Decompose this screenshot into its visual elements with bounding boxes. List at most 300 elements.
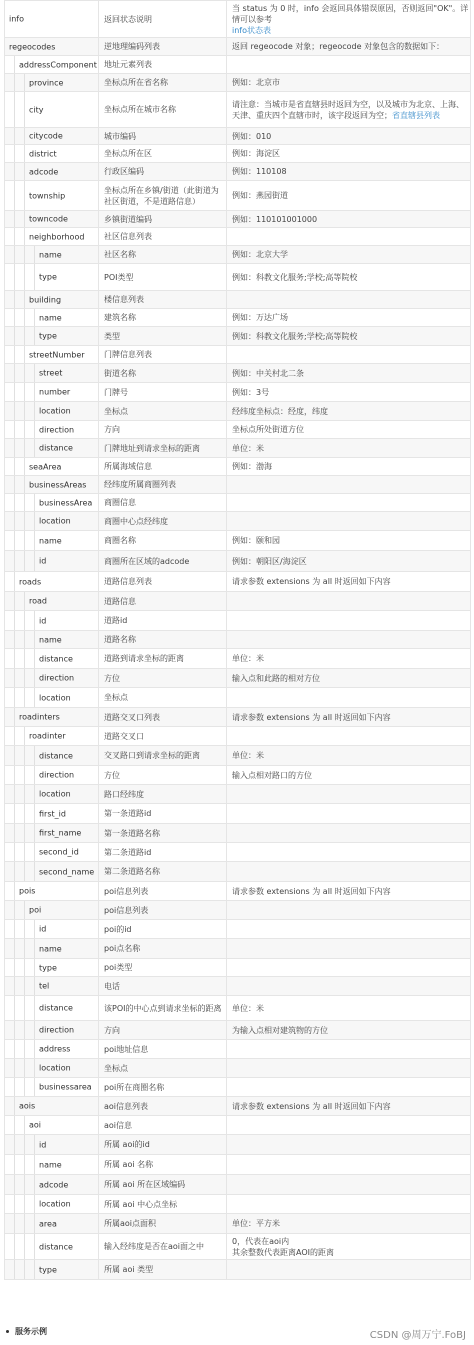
indent-guide	[34, 531, 35, 550]
indent-guide	[14, 1040, 15, 1058]
indent-guide	[14, 128, 15, 144]
indent-guide	[24, 531, 25, 550]
field-description: 所属 aoi的id	[99, 1135, 227, 1155]
field-description: 坐标点所在乡镇/街道（此街道为社区街道，不是道路信息）	[99, 181, 227, 211]
field-name-cell	[5, 494, 99, 512]
field-name: location	[39, 789, 71, 799]
indent-guide	[14, 1078, 15, 1096]
indent-guide	[24, 1116, 25, 1134]
field-name: roads	[19, 577, 42, 586]
field-name: pois	[19, 886, 36, 896]
field-name-cell	[5, 512, 99, 531]
reference-link[interactable]: info状态表	[232, 25, 272, 35]
field-note: 单位：米	[232, 443, 264, 453]
indent-guide	[14, 1155, 15, 1174]
table-row	[5, 439, 471, 458]
field-name: adcode	[29, 167, 59, 176]
indent-guide	[14, 246, 15, 263]
field-description: 商圈中心点经纬度	[99, 512, 227, 531]
indent-guide	[14, 977, 15, 995]
field-description: 第一条道路名称	[99, 824, 227, 843]
field-name-cell	[5, 264, 99, 291]
indent-guide	[24, 402, 25, 420]
indent-guide	[24, 959, 25, 976]
indent-guide	[24, 1214, 25, 1233]
indent-guide	[24, 228, 25, 245]
indent-guide	[24, 939, 25, 958]
table-row	[5, 421, 471, 439]
indent-guide	[14, 421, 15, 438]
table-row	[5, 246, 471, 264]
field-name-cell	[5, 688, 99, 708]
table-row	[5, 38, 471, 56]
field-name: businessarea	[39, 1082, 92, 1092]
field-description: 所属aoi点面积	[99, 1214, 227, 1234]
field-note-cell	[227, 862, 471, 882]
table-row	[5, 1021, 471, 1040]
table-row	[5, 494, 471, 512]
indent-guide	[24, 843, 25, 861]
indent-guide	[34, 688, 35, 707]
field-name: distance	[39, 443, 73, 453]
indent-guide	[34, 551, 35, 571]
field-description: 道路名称	[99, 631, 227, 649]
field-name-cell	[5, 939, 99, 959]
field-name: address	[39, 1044, 71, 1054]
field-description: POI类型	[99, 264, 227, 291]
indent-guide	[24, 592, 25, 610]
field-note-cell	[227, 476, 471, 494]
field-name-cell	[5, 38, 99, 56]
table-row	[5, 708, 471, 727]
field-name-cell	[5, 669, 99, 688]
field-note-cell	[227, 688, 471, 708]
indent-guide	[34, 824, 35, 842]
field-description: 商圈信息	[99, 494, 227, 512]
field-name: location	[39, 406, 71, 416]
field-note-cell	[227, 512, 471, 531]
indent-guide	[34, 1234, 35, 1259]
field-note-cell	[227, 327, 471, 346]
indent-guide	[24, 211, 25, 227]
field-description: 社区信息列表	[99, 228, 227, 246]
field-note-cell	[227, 128, 471, 145]
field-name-cell	[5, 128, 99, 145]
table-row	[5, 402, 471, 421]
indent-guide	[14, 882, 15, 900]
table-row	[5, 1040, 471, 1059]
field-note-cell	[227, 74, 471, 92]
indent-guide	[24, 421, 25, 438]
field-description: 乡镇街道编码	[99, 211, 227, 228]
field-note: 单位：米	[232, 654, 264, 663]
indent-guide	[24, 181, 25, 210]
indent-guide	[14, 688, 15, 707]
field-description: 商圈名称	[99, 531, 227, 551]
field-name-cell	[5, 476, 99, 494]
table-row	[5, 939, 471, 959]
field-name: direction	[39, 673, 75, 683]
field-name-cell	[5, 145, 99, 163]
field-name: location	[39, 693, 71, 702]
indent-guide	[24, 291, 25, 308]
table-row	[5, 901, 471, 920]
indent-guide	[24, 458, 25, 475]
field-description: poi类型	[99, 959, 227, 977]
indent-guide	[24, 163, 25, 180]
field-name-cell	[5, 611, 99, 631]
field-note-cell	[227, 211, 471, 228]
field-description: 道路信息列表	[99, 572, 227, 592]
table-row	[5, 476, 471, 494]
field-description: 城市编码	[99, 128, 227, 145]
field-description: 类型	[99, 327, 227, 346]
table-row	[5, 551, 471, 572]
indent-guide	[24, 1260, 25, 1279]
indent-guide	[24, 1059, 25, 1077]
indent-guide	[14, 383, 15, 401]
indent-guide	[34, 920, 35, 938]
field-description: 逆地理编码列表	[99, 38, 227, 56]
indent-guide	[34, 996, 35, 1020]
field-note: 例如：北京市	[232, 78, 280, 87]
table-row	[5, 766, 471, 785]
indent-guide	[24, 494, 25, 511]
table-row	[5, 727, 471, 746]
field-note: 请求参数 extensions 为 all 时返回如下内容	[232, 886, 391, 896]
table-row	[5, 211, 471, 228]
indent-guide	[24, 1195, 25, 1213]
indent-guide	[24, 364, 25, 382]
field-name: distance	[39, 1242, 73, 1251]
field-note-cell	[227, 1214, 471, 1234]
field-name-cell	[5, 383, 99, 402]
field-name-cell	[5, 727, 99, 746]
field-note-cell	[227, 901, 471, 920]
indent-guide	[34, 1059, 35, 1077]
indent-guide	[34, 246, 35, 263]
field-name: street	[39, 368, 63, 378]
field-name: aois	[19, 1101, 36, 1111]
field-name: name	[39, 536, 62, 545]
field-note-cell	[227, 746, 471, 766]
field-name: city	[29, 105, 44, 114]
field-name: distance	[39, 751, 73, 760]
field-note-cell	[227, 92, 471, 128]
indent-guide	[14, 494, 15, 511]
table-row	[5, 746, 471, 766]
field-note: 当 status 为 0 时，info 会返回具体错误原因，否则返回"OK"。详情可以参考	[232, 3, 469, 24]
indent-guide	[14, 439, 15, 457]
section-title-text: 服务示例	[15, 1327, 47, 1336]
field-name-cell	[5, 531, 99, 551]
field-note-cell	[227, 1078, 471, 1097]
table-row	[5, 1097, 471, 1116]
table-row	[5, 1059, 471, 1078]
indent-guide	[34, 785, 35, 803]
indent-guide	[24, 688, 25, 707]
field-note-cell	[227, 163, 471, 181]
indent-guide	[14, 145, 15, 162]
field-name-cell	[5, 458, 99, 476]
indent-guide	[14, 996, 15, 1020]
field-note-cell	[227, 1260, 471, 1280]
field-description: poi信息列表	[99, 901, 227, 920]
table-row	[5, 572, 471, 592]
indent-guide	[14, 402, 15, 420]
field-name: type	[39, 963, 57, 972]
field-note: 例如：中关村北二条	[232, 368, 304, 378]
field-description: 方位	[99, 766, 227, 785]
table-row	[5, 163, 471, 181]
field-note-cell	[227, 38, 471, 56]
indent-guide	[34, 843, 35, 861]
field-note-cell	[227, 785, 471, 804]
indent-guide	[24, 1135, 25, 1154]
indent-guide	[14, 804, 15, 823]
indent-guide	[24, 1234, 25, 1259]
field-name: aoi	[29, 1120, 42, 1130]
field-name: poi	[29, 905, 42, 915]
field-description: 所属 aoi 类型	[99, 1260, 227, 1280]
reference-link[interactable]: 省直辖县列表	[392, 110, 440, 120]
indent-guide	[34, 1021, 35, 1039]
indent-guide	[34, 669, 35, 687]
field-name: second_name	[39, 867, 95, 876]
field-note: 经纬度坐标点：经度，纬度	[232, 406, 328, 416]
field-note-cell	[227, 1021, 471, 1040]
field-note: 例如：科教文化服务;学校;高等院校	[232, 272, 358, 282]
field-name-cell	[5, 1078, 99, 1097]
indent-guide	[14, 309, 15, 326]
field-description: 路口经纬度	[99, 785, 227, 804]
indent-guide	[24, 264, 25, 290]
field-note: 例如：万达广场	[232, 313, 288, 322]
field-note-cell	[227, 1155, 471, 1175]
table-row	[5, 1214, 471, 1234]
indent-guide	[34, 862, 35, 881]
field-name: location	[39, 516, 71, 526]
field-name-cell	[5, 862, 99, 882]
indent-guide	[24, 746, 25, 765]
field-note-cell	[227, 611, 471, 631]
table-row	[5, 1116, 471, 1135]
indent-guide	[34, 383, 35, 401]
field-note-cell	[227, 1116, 471, 1135]
field-description: 楼信息列表	[99, 291, 227, 309]
table-row	[5, 1234, 471, 1260]
field-note: 例如：颐和园	[232, 536, 280, 545]
field-name-cell	[5, 959, 99, 977]
field-name: type	[39, 272, 57, 282]
field-name-cell	[5, 92, 99, 128]
field-name: roadinters	[19, 712, 60, 722]
indent-guide	[24, 824, 25, 842]
field-description: 所属 aoi 中心点坐标	[99, 1195, 227, 1214]
field-note-cell	[227, 402, 471, 421]
table-row	[5, 92, 471, 128]
field-name: regeocodes	[9, 42, 56, 51]
field-note-cell	[227, 882, 471, 901]
field-note-cell	[227, 843, 471, 862]
field-name-cell	[5, 421, 99, 439]
field-note-cell	[227, 439, 471, 458]
table-row	[5, 1260, 471, 1280]
field-name: name	[39, 1160, 62, 1169]
field-description: 第二条道路id	[99, 843, 227, 862]
indent-guide	[24, 996, 25, 1020]
table-row	[5, 1195, 471, 1214]
field-note: 输入点相对路口的方位	[232, 770, 312, 780]
field-name-cell	[5, 551, 99, 572]
field-name: roadinter	[29, 731, 66, 741]
field-note: 单位：米	[232, 1003, 264, 1013]
field-name: name	[39, 944, 62, 953]
field-note-cell	[227, 804, 471, 824]
field-name-cell	[5, 309, 99, 327]
field-name-cell	[5, 708, 99, 727]
indent-guide	[24, 128, 25, 144]
indent-guide	[24, 327, 25, 345]
field-name-cell	[5, 882, 99, 901]
field-description: 方向	[99, 1021, 227, 1040]
indent-guide	[14, 746, 15, 765]
field-name-cell	[5, 56, 99, 74]
field-name: area	[39, 1219, 57, 1228]
indent-guide	[14, 785, 15, 803]
table-row	[5, 346, 471, 364]
indent-guide	[34, 1155, 35, 1174]
indent-guide	[24, 862, 25, 881]
table-row	[5, 649, 471, 669]
field-name: id	[39, 1140, 47, 1149]
field-note: 例如：燕园街道	[232, 191, 288, 200]
field-name: second_id	[39, 847, 79, 857]
table-row	[5, 843, 471, 862]
field-description: 道路交叉口列表	[99, 708, 227, 727]
field-name: type	[39, 331, 57, 341]
field-note-cell	[227, 228, 471, 246]
field-note-cell	[227, 996, 471, 1021]
indent-guide	[14, 364, 15, 382]
indent-guide	[14, 611, 15, 630]
field-description: 道路信息	[99, 592, 227, 611]
field-note-cell	[227, 977, 471, 996]
indent-guide	[34, 494, 35, 511]
field-note-cell	[227, 1040, 471, 1059]
field-note-cell	[227, 1059, 471, 1078]
field-name: adcode	[39, 1180, 69, 1189]
field-description: 行政区编码	[99, 163, 227, 181]
field-description: 门牌地址到请求坐标的距离	[99, 439, 227, 458]
field-name-cell	[5, 804, 99, 824]
field-name-cell	[5, 1116, 99, 1135]
indent-guide	[34, 959, 35, 976]
field-note: 例如：3号	[232, 387, 270, 397]
field-description: 坐标点所在城市名称	[99, 92, 227, 128]
field-name-cell	[5, 746, 99, 766]
indent-guide	[14, 939, 15, 958]
field-name-cell	[5, 402, 99, 421]
field-description: 社区名称	[99, 246, 227, 264]
field-note: 单位：米	[232, 751, 264, 760]
field-description: 坐标点	[99, 402, 227, 421]
indent-guide	[24, 727, 25, 745]
field-name-cell	[5, 996, 99, 1021]
indent-guide	[24, 649, 25, 668]
indent-guide	[34, 631, 35, 648]
table-row	[5, 804, 471, 824]
table-row	[5, 458, 471, 476]
indent-guide	[14, 1214, 15, 1233]
field-name: distance	[39, 654, 73, 663]
field-note-cell	[227, 727, 471, 746]
table-row	[5, 531, 471, 551]
field-description: 第二条道路名称	[99, 862, 227, 882]
field-description: 经纬度所属商圈列表	[99, 476, 227, 494]
field-name: tel	[39, 981, 50, 991]
indent-guide	[34, 1195, 35, 1213]
field-description: 门牌号	[99, 383, 227, 402]
field-description: 方向	[99, 421, 227, 439]
field-name: citycode	[29, 131, 63, 141]
field-name-cell	[5, 572, 99, 592]
field-description: 道路id	[99, 611, 227, 631]
indent-guide	[14, 551, 15, 571]
indent-guide	[24, 1040, 25, 1058]
field-description: 街道名称	[99, 364, 227, 383]
field-name-cell	[5, 1234, 99, 1260]
indent-guide	[24, 766, 25, 784]
field-name: name	[39, 313, 62, 322]
csdn-watermark: CSDN @周万宁.FoBJ	[369, 1330, 466, 1341]
field-description: poi点名称	[99, 939, 227, 959]
indent-guide	[14, 291, 15, 308]
indent-guide	[14, 476, 15, 493]
field-note-cell	[227, 592, 471, 611]
indent-guide	[14, 669, 15, 687]
field-note: 例如：海淀区	[232, 149, 280, 158]
field-description: poi地址信息	[99, 1040, 227, 1059]
indent-guide	[24, 309, 25, 326]
field-name: direction	[39, 425, 75, 434]
table-row	[5, 1175, 471, 1195]
indent-guide	[14, 727, 15, 745]
indent-guide	[24, 1021, 25, 1039]
table-row	[5, 181, 471, 211]
field-name-cell	[5, 766, 99, 785]
field-description: 方位	[99, 669, 227, 688]
table-row	[5, 592, 471, 611]
table-row	[5, 977, 471, 996]
table-row	[5, 74, 471, 92]
indent-guide	[24, 611, 25, 630]
field-name: seaArea	[29, 462, 62, 471]
indent-guide	[34, 649, 35, 668]
field-name-cell	[5, 1195, 99, 1214]
field-description: 交叉路口到请求坐标的距离	[99, 746, 227, 766]
indent-guide	[24, 1078, 25, 1096]
field-name: type	[39, 1265, 57, 1274]
indent-guide	[24, 631, 25, 648]
field-description: poi信息列表	[99, 882, 227, 901]
field-name: province	[29, 78, 64, 87]
field-note-cell	[227, 1175, 471, 1195]
indent-guide	[14, 649, 15, 668]
indent-guide	[14, 901, 15, 919]
field-name-cell	[5, 1059, 99, 1078]
indent-guide	[14, 1135, 15, 1154]
